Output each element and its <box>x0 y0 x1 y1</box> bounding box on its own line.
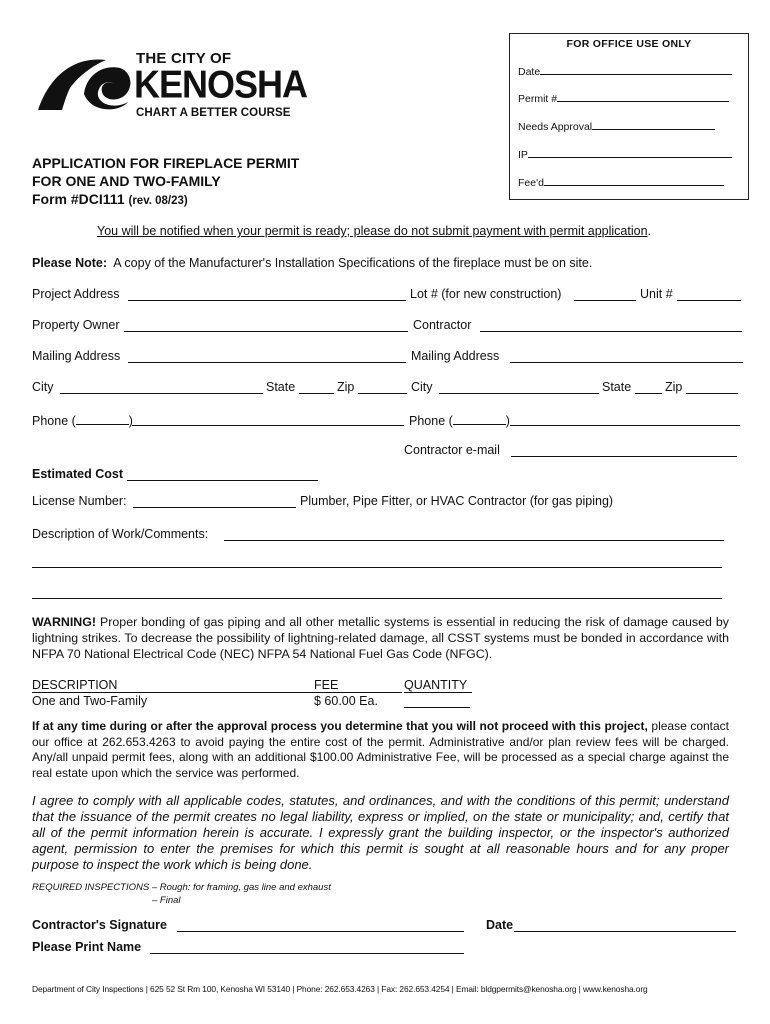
zip-owner-label: Zip <box>337 380 355 394</box>
contractor-signature-field[interactable] <box>177 931 464 932</box>
signature-date-field[interactable] <box>514 931 736 932</box>
required-inspections-line2: – Final <box>152 895 181 906</box>
signature-date-label: Date <box>486 918 514 932</box>
logo-line1: THE CITY OF <box>136 50 232 67</box>
fee-table-header-quantity: QUANTITY <box>404 678 472 693</box>
lot-label: Lot # (for new construction) <box>410 287 562 301</box>
project-address-field[interactable] <box>128 300 406 301</box>
mailing-address-owner-label: Mailing Address <box>32 349 121 363</box>
phone-owner-field[interactable] <box>132 425 404 426</box>
fee-table-header-description: DESCRIPTION <box>32 678 314 693</box>
property-owner-label: Property Owner <box>32 318 120 332</box>
state-contractor-label: State <box>602 380 632 394</box>
state-contractor-field[interactable] <box>635 393 662 394</box>
description-work-field-2[interactable] <box>32 567 722 568</box>
phone-owner-label: Phone ( ) <box>32 414 133 428</box>
contractor-email-label: Contractor e-mail <box>404 443 500 457</box>
form-title-line1: APPLICATION FOR FIREPLACE PERMIT <box>32 155 300 171</box>
city-owner-label: City <box>32 380 54 394</box>
required-inspections-line1: REQUIRED INSPECTIONS – Rough: for framing, gas line and exhaust <box>32 882 331 893</box>
form-number: Form #DCI111 (rev. 08/23) <box>32 191 188 207</box>
fee-table-header-fee: FEE <box>314 678 402 693</box>
lot-field[interactable] <box>574 300 636 301</box>
mailing-address-owner-field[interactable] <box>128 362 406 363</box>
agreement-paragraph: I agree to comply with all applicable codes, statutes, and ordinances, and with the conditions of this permit; understand that the issuance of the permit creates no legal liability, express or implied, on the state or municipality; and, certify that all of the permit information herein is accurate. I expressly grant the building inspector, or the inspector's authorized agent, permission to enter the premises for which this permit is sought at all reasonable hours and for any proper purpose to inspect the work which is being done. <box>32 793 729 872</box>
cancellation-notice: If at any time during or after the approval process you determine that you will not proceed with this project, please contact our office at 262.653.4263 to avoid paying the entire cost of the permit. Administrative and/or plan review fees will be charged. Any/all unpaid permit fees, along with an additional $100.00 Administrative Fee, will be processed as a special charge against the real estate upon which the service was performed. <box>32 719 730 780</box>
license-number-label: License Number: <box>32 494 127 508</box>
state-owner-label: State <box>266 380 296 394</box>
logo-line2: KENOSHA <box>134 62 308 107</box>
contractor-label: Contractor <box>413 318 472 332</box>
notification-notice: You will be notified when your permit is ready; please do not submit payment with permit application. <box>97 224 652 238</box>
office-use-box <box>509 33 749 200</box>
license-note: Plumber, Pipe Fitter, or HVAC Contractor (for gas piping) <box>300 494 614 508</box>
project-address-label: Project Address <box>32 287 120 301</box>
warning-paragraph: WARNING! Proper bonding of gas piping and all other metallic systems is essential in reducing the risk of damage caused by lightning strikes. To decrease the possibility of lightning-related damage, all CSST systems must be bonded in accordance with NFPA 70 National Electrical Code (NEC) NFPA 54 National Fuel Gas Code (NFGC). <box>32 615 729 661</box>
description-work-field-3[interactable] <box>32 598 722 599</box>
property-owner-field[interactable] <box>124 331 408 332</box>
description-work-field-1[interactable] <box>224 540 724 541</box>
city-owner-field[interactable] <box>60 393 263 394</box>
logo-line3: CHART A BETTER COURSE <box>136 107 291 119</box>
contractor-signature-label: Contractor's Signature <box>32 918 167 932</box>
zip-contractor-field[interactable] <box>686 393 738 394</box>
phone-contractor-field[interactable] <box>510 425 740 426</box>
print-name-field[interactable] <box>150 953 464 954</box>
office-date-row: Date <box>518 64 732 78</box>
office-approval-row: Needs Approval <box>518 119 715 133</box>
mailing-address-contractor-field[interactable] <box>510 362 743 363</box>
unit-field[interactable] <box>677 300 741 301</box>
office-permit-row: Permit # <box>518 91 729 105</box>
office-use-header: FOR OFFICE USE ONLY <box>566 38 692 50</box>
kenosha-wave-icon <box>36 54 136 114</box>
footer-contact: Department of City Inspections | 625 52 St Rm 100, Kenosha WI 53140 | Phone: 262.653.4263 | Fax: 262.653.4254 | Email: bldgpermits@kenosha.org | www.kenosha.org <box>32 984 648 994</box>
city-contractor-field[interactable] <box>439 393 599 394</box>
phone-contractor-label: Phone ( ) <box>409 414 510 428</box>
fee-table-row-fee: $ 60.00 Ea. <box>314 694 378 708</box>
print-name-label: Please Print Name <box>32 940 142 954</box>
city-contractor-label: City <box>411 380 433 394</box>
contractor-field[interactable] <box>480 331 742 332</box>
fee-table-row-quantity[interactable] <box>404 694 470 708</box>
form-title-line2: FOR ONE AND TWO-FAMILY <box>32 173 221 189</box>
zip-contractor-label: Zip <box>665 380 683 394</box>
please-note: Please Note: A copy of the Manufacturer's Installation Specifications of the fireplace must be on site. <box>32 256 593 270</box>
estimated-cost-label: Estimated Cost <box>32 467 123 481</box>
city-logo <box>36 48 308 123</box>
description-work-label: Description of Work/Comments: <box>32 527 209 541</box>
office-ip-row: IP <box>518 147 732 161</box>
mailing-address-contractor-label: Mailing Address <box>411 349 500 363</box>
zip-owner-field[interactable] <box>358 393 407 394</box>
office-feed-row: Fee'd <box>518 175 724 189</box>
contractor-email-field[interactable] <box>511 456 737 457</box>
estimated-cost-field[interactable] <box>127 480 318 481</box>
state-owner-field[interactable] <box>299 393 334 394</box>
unit-label: Unit # <box>640 287 673 301</box>
fee-table-row-description: One and Two-Family <box>32 694 148 708</box>
license-number-field[interactable] <box>133 507 296 508</box>
